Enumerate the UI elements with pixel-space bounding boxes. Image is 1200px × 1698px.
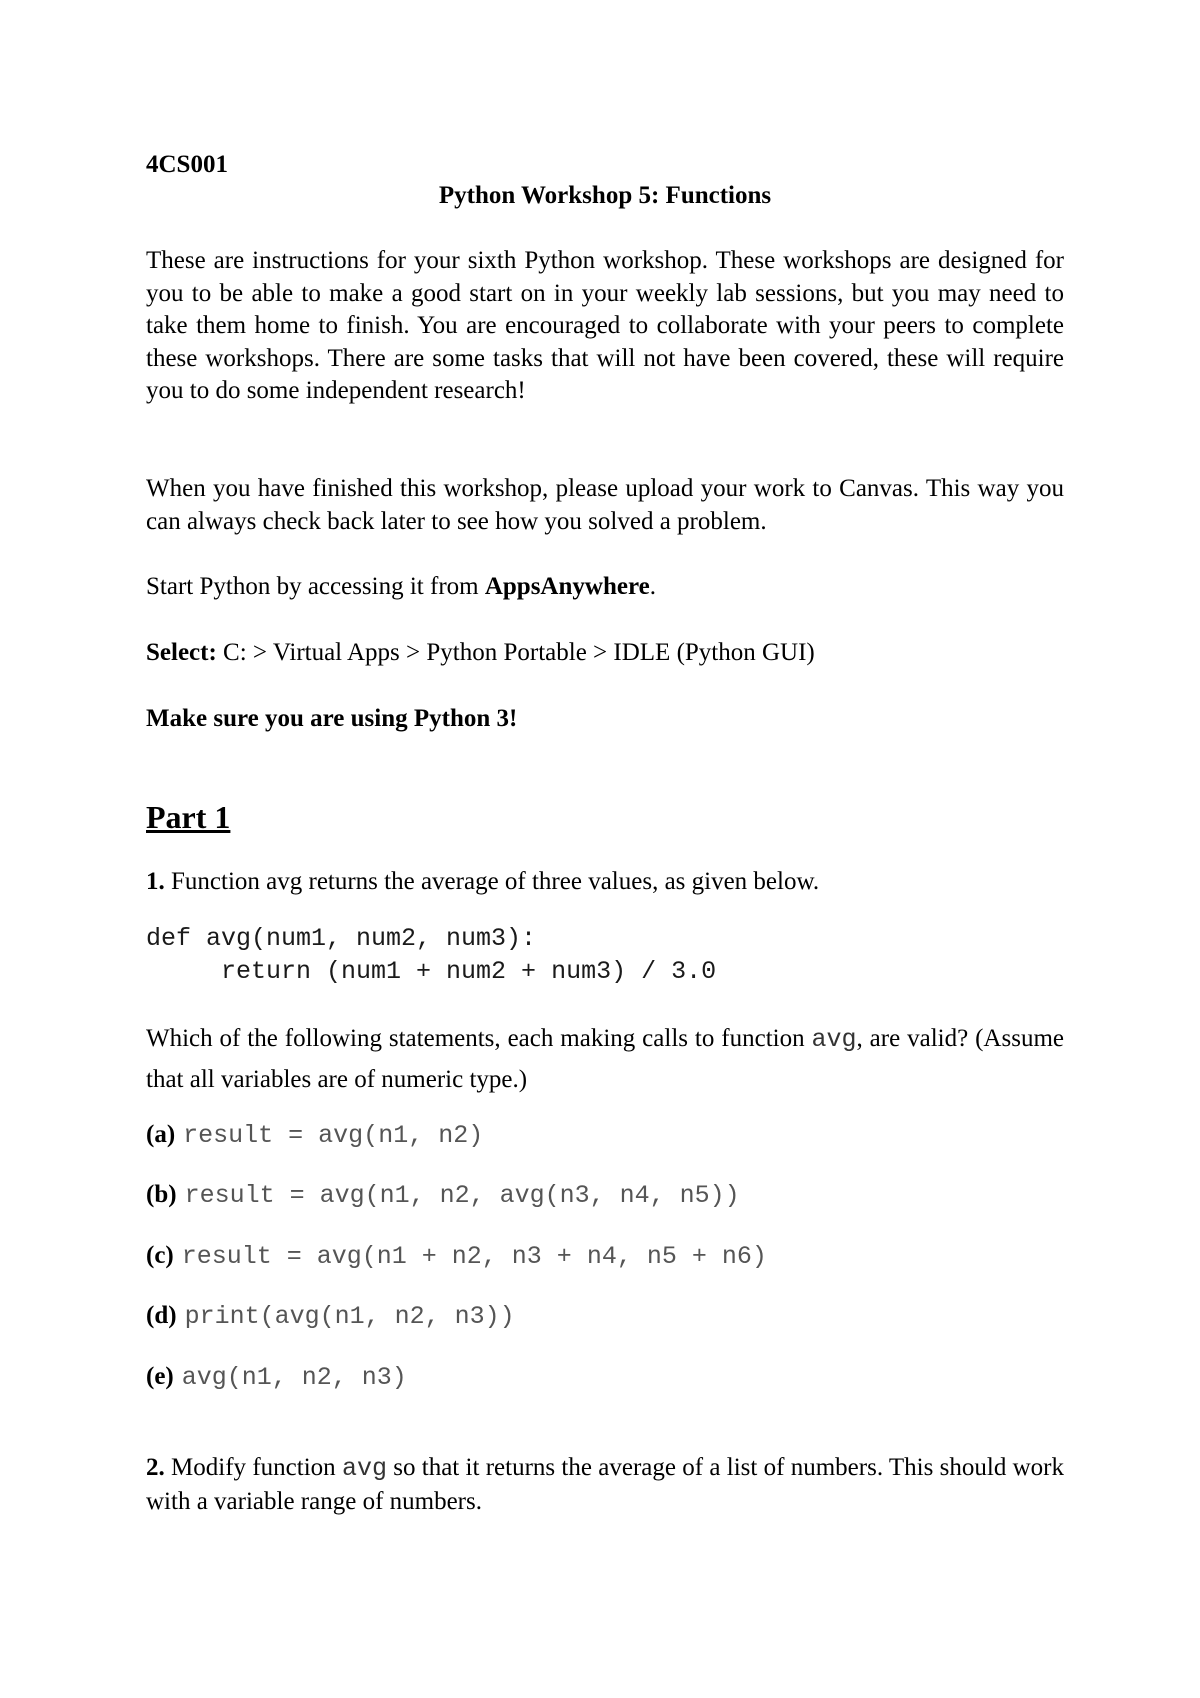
option-d bbox=[146, 1299, 515, 1334]
option-a-code: result = avg(n1, n2) bbox=[183, 1121, 484, 1150]
option-c bbox=[146, 1239, 767, 1274]
question-2-suffix: so that it returns the average of a list of numbers. This should work with a variable range of numbers. bbox=[146, 1454, 1064, 1515]
option-e bbox=[146, 1360, 407, 1395]
question-2-number: 2. bbox=[146, 1454, 165, 1481]
part-1-heading: Part 1 bbox=[146, 799, 231, 835]
option-c-label: (c) bbox=[146, 1242, 174, 1269]
question-1-text: Function avg returns the average of three values, as given below. bbox=[164, 868, 820, 895]
avg-function-code: def avg(num1, num2, num3): return (num1 + num2 + num3) / 3.0 bbox=[146, 924, 717, 986]
start-suffix: . bbox=[649, 573, 656, 600]
option-b bbox=[146, 1178, 740, 1213]
which-prefix: Which of the following statements, each making calls to function bbox=[146, 1025, 812, 1052]
option-c-code: result = avg(n1 + n2, n3 + n4, n5 + n6) bbox=[181, 1242, 767, 1271]
which-code: avg bbox=[811, 1025, 857, 1054]
option-d-code: print(avg(n1, n2, n3)) bbox=[184, 1302, 515, 1331]
which-suffix: , are valid? (Assume that all variables are of numeric type.) bbox=[146, 1025, 1064, 1093]
question-2 bbox=[146, 1452, 1064, 1518]
course-code: 4CS001 bbox=[146, 151, 228, 178]
option-a bbox=[146, 1118, 483, 1153]
start-prefix: Start Python by accessing it from bbox=[146, 573, 485, 600]
question-1-number: 1. bbox=[146, 868, 165, 895]
intro-paragraph: These are instructions for your sixth Python workshop. These workshops are designed for you to be able to make a good start on in your weekly lab sessions, but you may need to take them home to finish. You are encouraged to collaborate with your peers to complete these workshops. There are some tasks that will not have been covered, these will require you to do some independent research! bbox=[146, 247, 1064, 404]
canvas-upload-note: When you have finished this workshop, please upload your work to Canvas. This way you can always check back later to see how you solved a problem. bbox=[146, 475, 1064, 535]
question-1 bbox=[146, 866, 1064, 899]
option-b-label: (b) bbox=[146, 1181, 177, 1208]
start-python-note bbox=[146, 571, 1064, 604]
question-1-prompt bbox=[146, 1019, 1064, 1100]
python3-note-text: Make sure you are using Python 3! bbox=[146, 705, 518, 732]
question-2-code: avg bbox=[341, 1454, 387, 1483]
option-d-label: (d) bbox=[146, 1302, 177, 1329]
question-2-prefix: Modify function bbox=[164, 1454, 342, 1481]
select-path-note bbox=[146, 637, 1064, 670]
select-path: C: > Virtual Apps > Python Portable > IDLE (Python GUI) bbox=[216, 639, 815, 666]
select-label: Select: bbox=[146, 639, 217, 666]
option-e-label: (e) bbox=[146, 1363, 174, 1390]
document-title: Python Workshop 5: Functions bbox=[438, 182, 772, 209]
option-a-label: (a) bbox=[146, 1121, 176, 1148]
option-b-code: result = avg(n1, n2, avg(n3, n4, n5)) bbox=[184, 1181, 740, 1210]
python3-note bbox=[146, 703, 1064, 736]
option-e-code: avg(n1, n2, n3) bbox=[181, 1363, 407, 1392]
apps-anywhere-label: AppsAnywhere bbox=[484, 573, 650, 600]
